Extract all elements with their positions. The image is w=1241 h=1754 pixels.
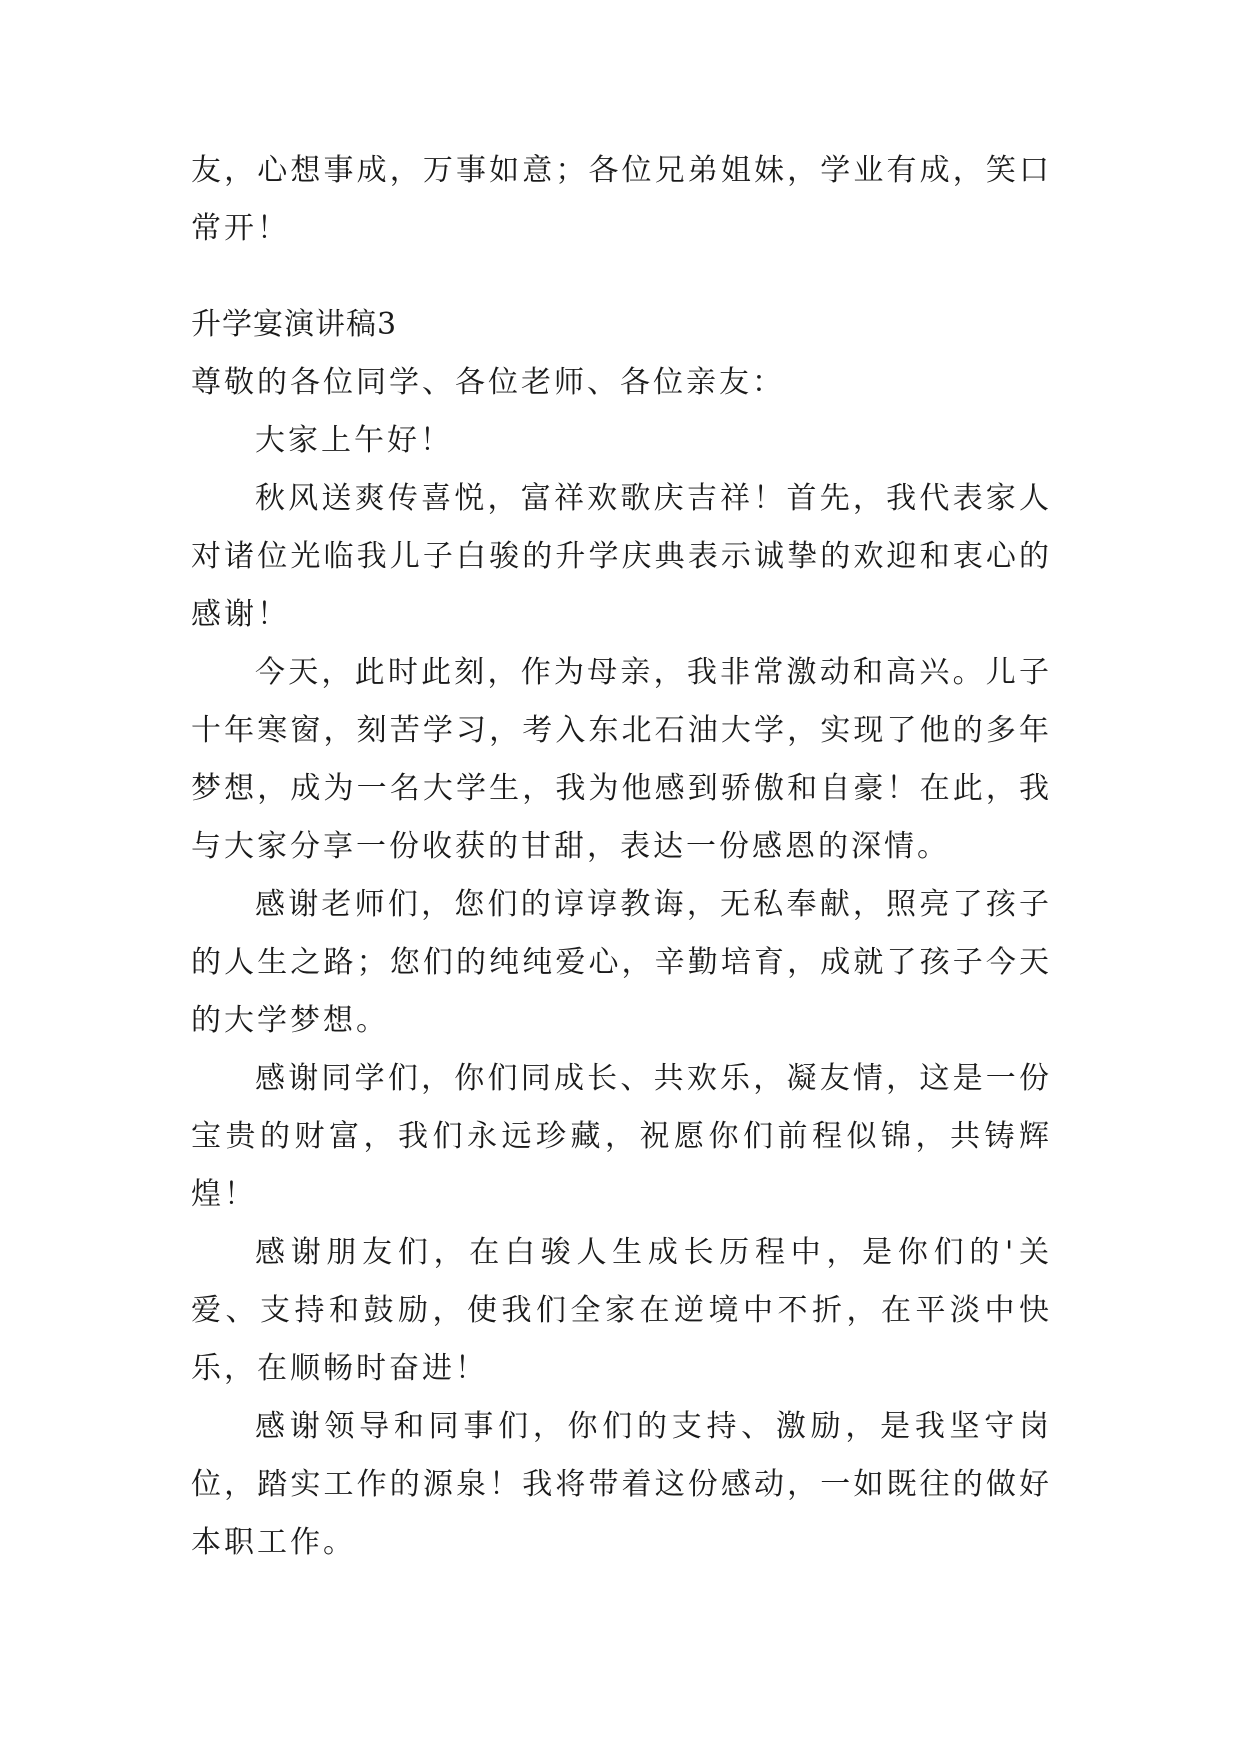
section-title: 升学宴演讲稿3	[191, 307, 398, 342]
paragraph-greeting: 大家上午好！	[255, 423, 453, 458]
paragraph-teachers: 感谢老师们，您们的谆谆教诲，无私奉献，照亮了孩子的人生之路；您们的纯纯爱心，辛勤培育，成就了孩子今天的大学梦想。	[191, 887, 1052, 1038]
carryover-text-block	[191, 142, 1052, 258]
speech-section	[191, 296, 1052, 1572]
salutation: 尊敬的各位同学、各位老师、各位亲友：	[191, 365, 785, 400]
carryover-paragraph: 友，心想事成，万事如意；各位兄弟姐妹，学业有成，笑口常开！	[191, 153, 1052, 246]
paragraph-welcome: 秋风送爽传喜悦，富祥欢歌庆吉祥！首先，我代表家人对诸位光临我儿子白骏的升学庆典表示诚挚的欢迎和衷心的感谢！	[191, 481, 1052, 632]
paragraph-colleagues: 感谢领导和同事们，你们的支持、激励，是我坚守岗位，踏实工作的源泉！我将带着这份感动，一如既往的做好本职工作。	[191, 1409, 1052, 1560]
paragraph-mother: 今天，此时此刻，作为母亲，我非常激动和高兴。儿子十年寒窗，刻苦学习，考入东北石油大学，实现了他的多年梦想，成为一名大学生，我为他感到骄傲和自豪！在此，我与大家分享一份收获的甘甜，表达一份感恩的深情。	[191, 655, 1052, 864]
paragraph-friends: 感谢朋友们，在白骏人生成长历程中，是你们的'关爱、支持和鼓励，使我们全家在逆境中不折，在平淡中快乐，在顺畅时奋进！	[191, 1235, 1052, 1386]
paragraph-classmates: 感谢同学们，你们同成长、共欢乐，凝友情，这是一份宝贵的财富，我们永远珍藏，祝愿你们前程似锦，共铸辉煌！	[191, 1061, 1052, 1212]
